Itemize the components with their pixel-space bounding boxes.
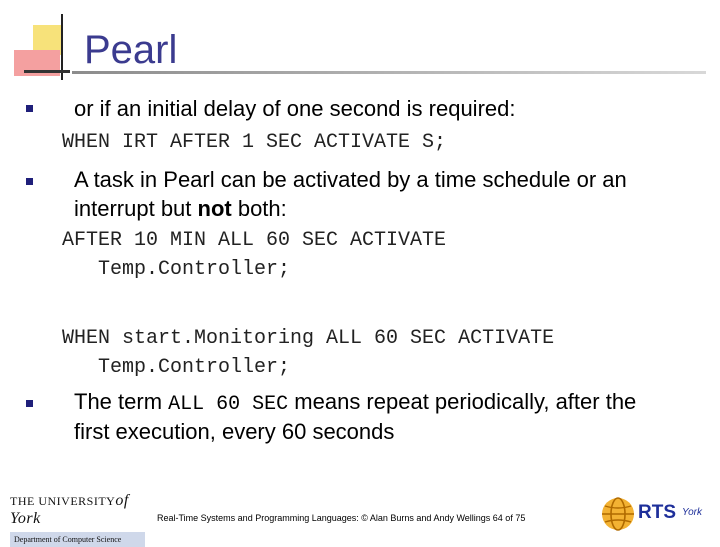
bullet-text-2-line1: A task in Pearl can be activated by a time schedule or an (74, 167, 627, 192)
code-line-1: WHEN IRT AFTER 1 SEC ACTIVATE S; (62, 131, 447, 154)
code-line-2b: Temp.Controller; (62, 258, 291, 281)
bullet-text-2-pre: interrupt but (74, 196, 198, 221)
bullet-text-2-line2 (74, 194, 287, 224)
york-logo-dept: Department of Computer Science (10, 532, 145, 547)
york-logo-of: of York (10, 492, 129, 527)
rts-logo-text: RTS (638, 502, 676, 523)
bullet-text-3-code: ALL 60 SEC (168, 393, 289, 416)
bullet-marker (26, 178, 33, 185)
bullet-marker (26, 105, 33, 112)
slide-title: Pearl (84, 28, 178, 72)
code-line-2a: AFTER 10 MIN ALL 60 SEC ACTIVATE (62, 229, 447, 252)
globe-icon (598, 494, 638, 534)
bullet-marker (26, 400, 33, 407)
bullet-text-3-line2: first execution, every 60 seconds (74, 419, 395, 444)
rts-york-logo (598, 494, 710, 534)
university-of-york-logo (10, 492, 145, 544)
bullet-text-1: or if an initial delay of one second is required: (74, 96, 516, 121)
bullet-text-2-post: both: (231, 196, 287, 221)
code-line-3b: Temp.Controller; (62, 356, 291, 379)
bullet-text-3-post: means repeat periodically, after the (288, 389, 637, 414)
bullet-text-3-pre: The term (74, 389, 169, 414)
title-deco-horizontal-line (24, 70, 70, 73)
york-logo-top: THE UNIVERSITY (10, 494, 116, 508)
bullet-text-2-bold: not (197, 196, 232, 221)
footer-text: Real-Time Systems and Programming Languages: © Alan Burns and Andy Wellings 64 of 75 (157, 513, 526, 523)
code-line-3a: WHEN start.Monitoring ALL 60 SEC ACTIVATE (62, 327, 555, 350)
rts-logo-sub: York (682, 507, 703, 518)
bullet-text-3-line1 (74, 387, 636, 420)
